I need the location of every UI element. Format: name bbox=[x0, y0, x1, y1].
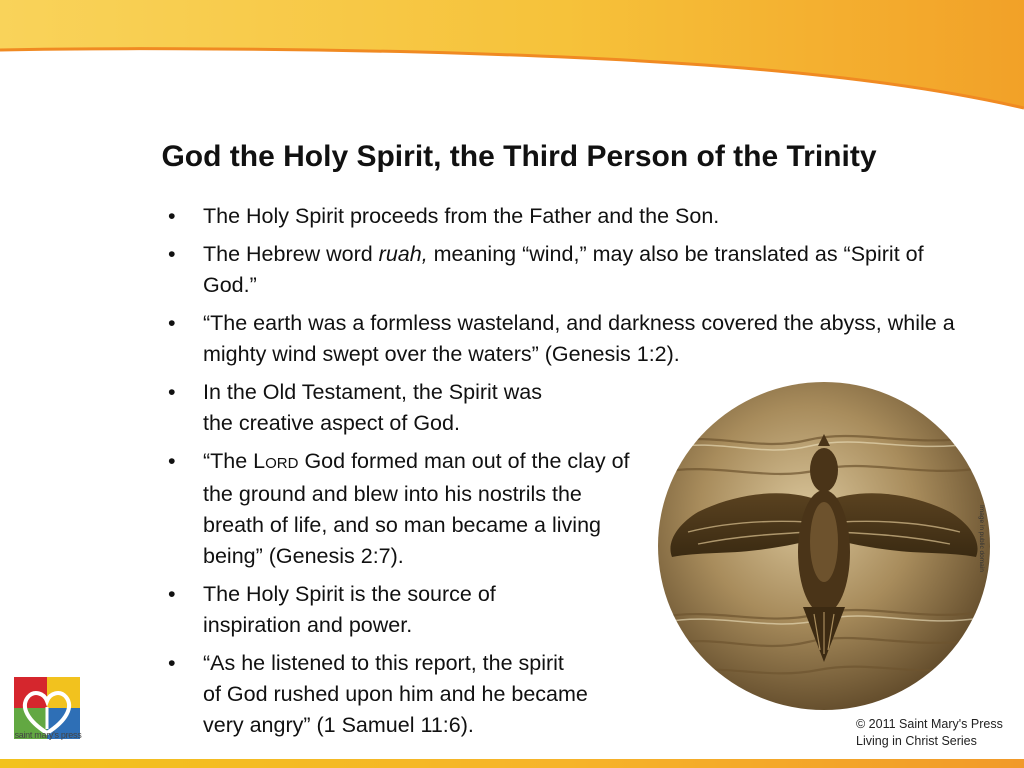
dove-medallion-image bbox=[658, 382, 990, 710]
bullet-text: the creative aspect of God. bbox=[203, 411, 460, 435]
bullet-text: “The earth was a formless wasteland, and darkness covered the abyss, while a mighty wind swept over the waters” (Genesis 1:2). bbox=[203, 311, 955, 366]
bullet-marker: • bbox=[168, 311, 176, 335]
bullet-marker: • bbox=[168, 582, 176, 606]
dove-icon bbox=[658, 382, 990, 710]
bullet-text: In the Old Testament, the Spirit was bbox=[203, 380, 542, 404]
series-line: Living in Christ Series bbox=[856, 734, 977, 748]
bullet-item bbox=[160, 308, 980, 370]
bullet-text: meaning “wind,” may also be translated as “Spirit of God.” bbox=[203, 242, 924, 297]
bullet-item bbox=[160, 648, 673, 741]
bullet-item bbox=[160, 446, 643, 572]
bullet-text: The Holy Spirit is the source of bbox=[203, 582, 496, 606]
bottom-band bbox=[0, 759, 1024, 768]
bullet-text: inspiration and power. bbox=[203, 613, 413, 637]
copyright-notice bbox=[856, 716, 1003, 750]
bullet-item bbox=[160, 239, 980, 301]
bullet-item bbox=[160, 579, 653, 641]
slide-title: God the Holy Spirit, the Third Person of the Trinity bbox=[161, 140, 877, 173]
bullet-item bbox=[160, 377, 653, 439]
bullet-marker: • bbox=[168, 380, 176, 404]
bullet-marker: • bbox=[168, 449, 176, 473]
bullet-emphasis: ruah, bbox=[378, 242, 428, 266]
bullet-item bbox=[160, 201, 980, 232]
bullet-text: “The L bbox=[203, 449, 266, 473]
copyright-line: © 2011 Saint Mary's Press bbox=[856, 717, 1003, 731]
bullet-text: The Holy Spirit proceeds from the Father and the Son. bbox=[203, 204, 720, 228]
small-caps-text: ORD bbox=[265, 455, 299, 472]
bullet-text: God formed man out of the clay of the ground and blew into his nostrils the breath of life, and so man became a living being” (Genesis 2:7). bbox=[203, 449, 630, 568]
bullet-marker: • bbox=[168, 204, 176, 228]
top-gradient-band bbox=[0, 0, 1024, 120]
bullet-marker: • bbox=[168, 242, 176, 266]
bullet-text: very angry” (1 Samuel 11:6). bbox=[203, 713, 474, 737]
bullet-text: “As he listened to this report, the spirit bbox=[203, 651, 564, 675]
image-credit: Image in public domain bbox=[978, 505, 985, 572]
bullet-text: The Hebrew word bbox=[203, 242, 379, 266]
bullet-text: of God rushed upon him and he became bbox=[203, 682, 588, 706]
bullet-marker: • bbox=[168, 651, 176, 675]
logo-caption: saint mary's press bbox=[14, 730, 82, 740]
